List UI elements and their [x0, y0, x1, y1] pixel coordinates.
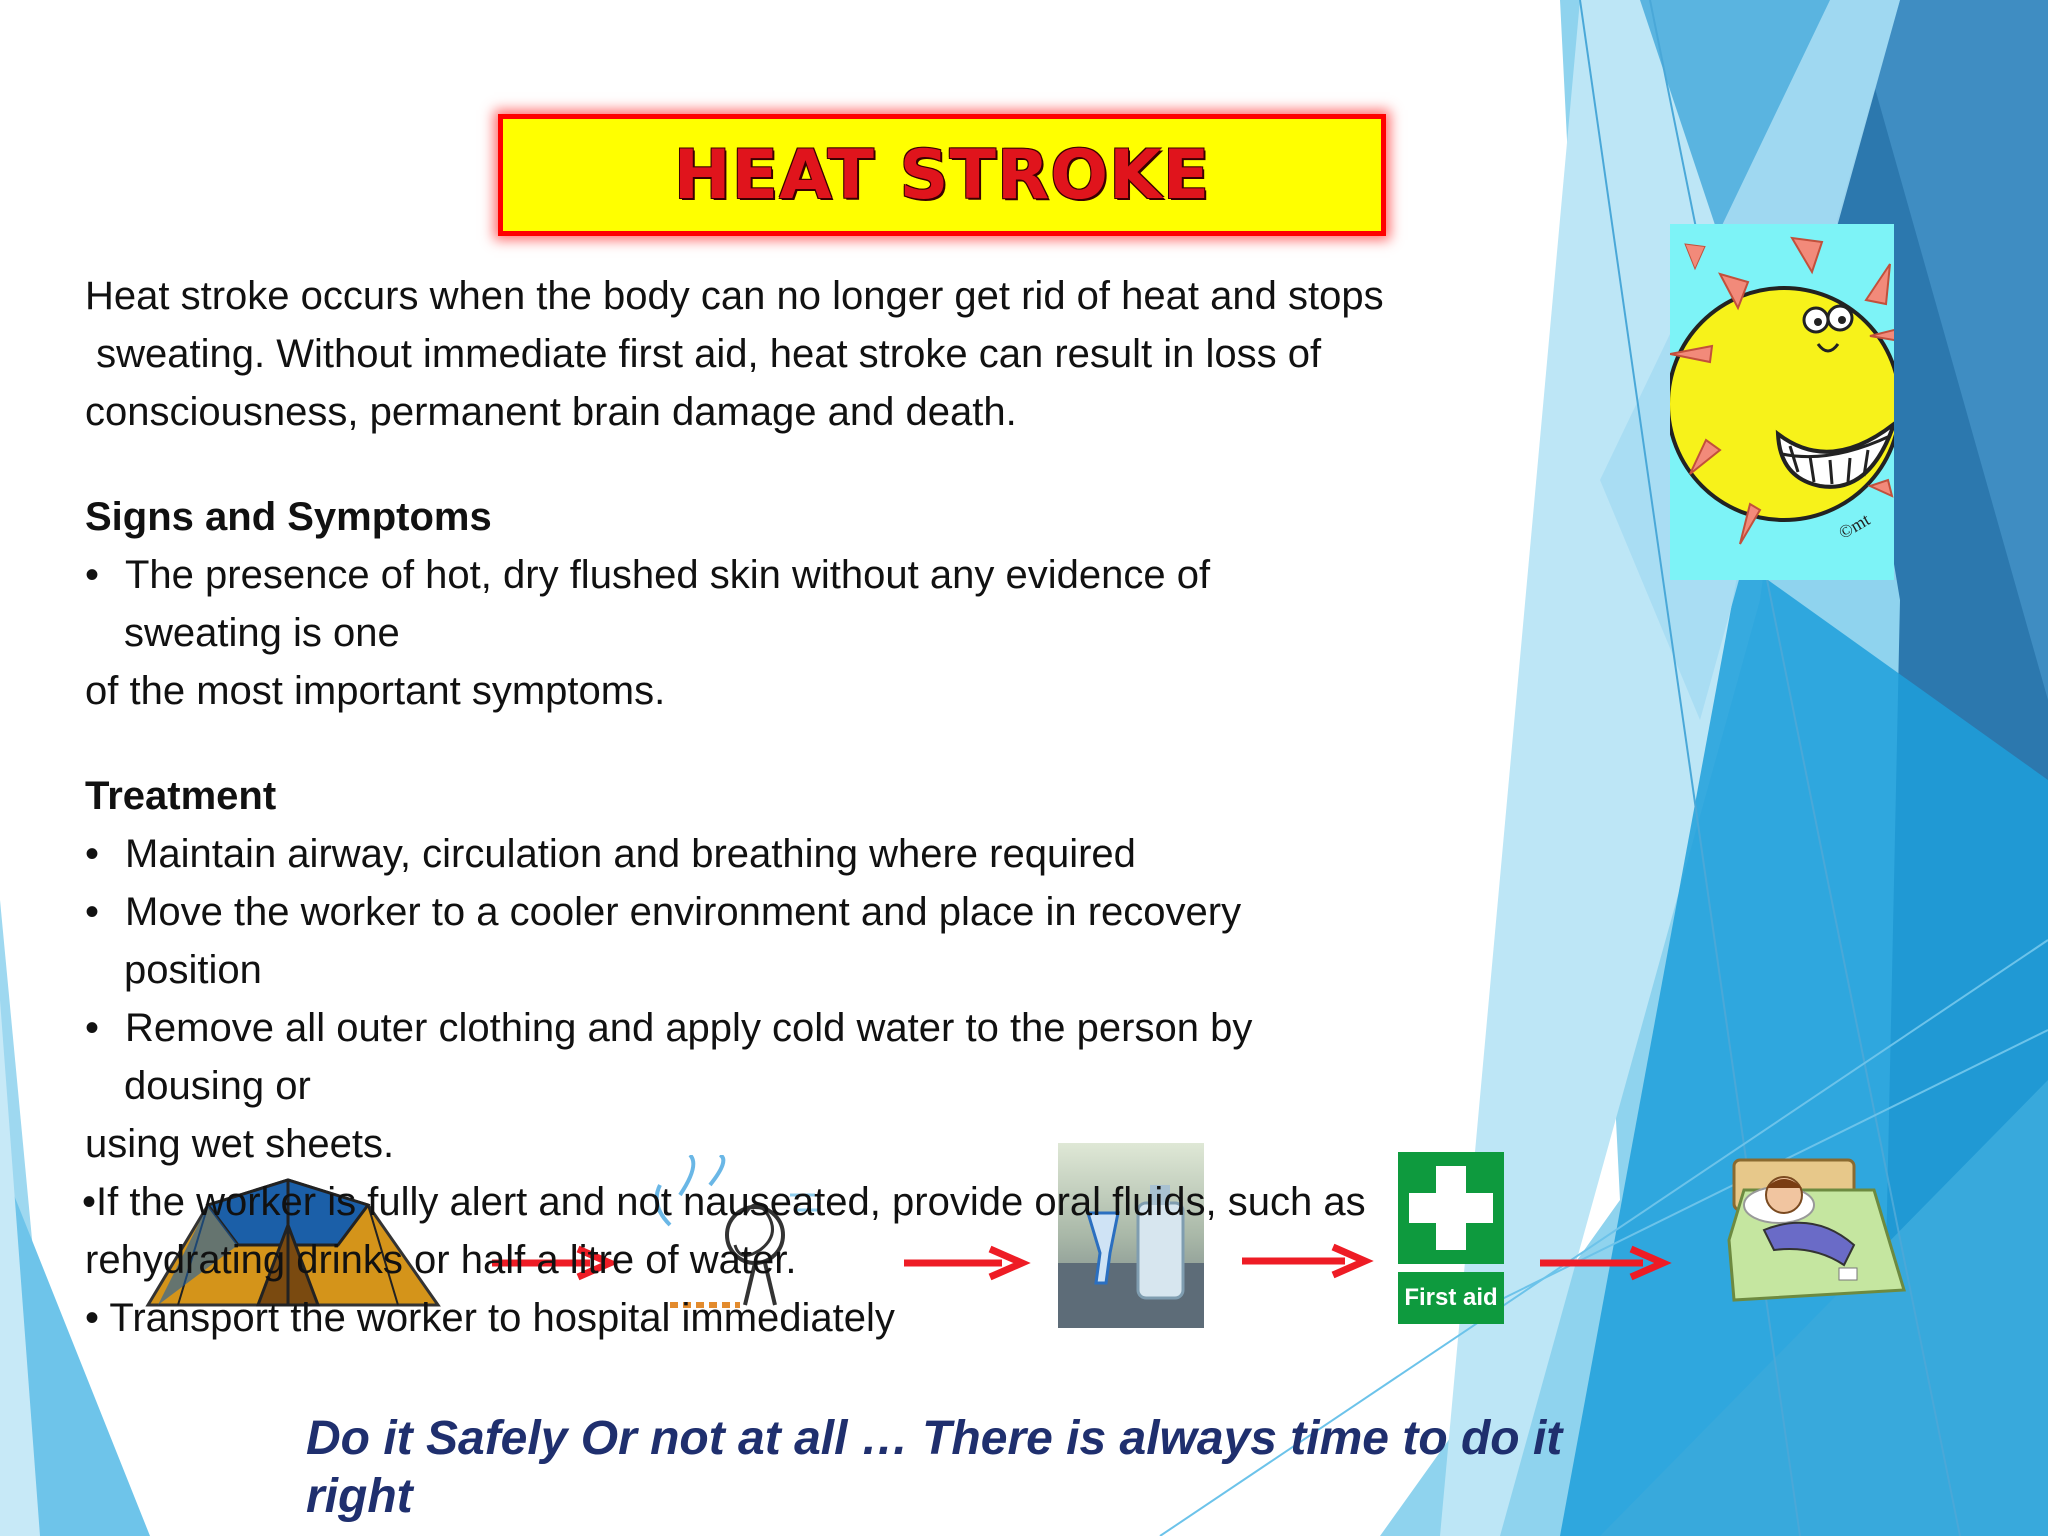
- treatment-item: [85, 825, 1136, 883]
- bullet-dot: •: [85, 553, 100, 597]
- treatment-item-text: If the worker is fully alert and not nauseated, provide oral fluids, such as: [96, 1180, 1366, 1224]
- treatment-item-cont: rehydrating drinks or half a litre of water.: [85, 1238, 797, 1282]
- treatment-item-text: Maintain airway, circulation and breathing where required: [125, 832, 1136, 876]
- treatment-item: [85, 1289, 895, 1347]
- page-title: HEAT STROKE: [673, 135, 1211, 215]
- treatment-item: [82, 1173, 1366, 1231]
- treatment-item: [85, 999, 1252, 1057]
- motto: [306, 1410, 1656, 1526]
- sun-signature: ©mt: [1834, 509, 1874, 543]
- signs-bullet: [85, 546, 1210, 604]
- treatment-item-text: Move the worker to a cooler environment and place in recovery: [125, 890, 1242, 934]
- signs-bullet-cont: sweating is one: [124, 611, 400, 655]
- motto-line-2: right: [306, 1470, 413, 1523]
- intro-line-3: consciousness, permanent brain damage and death.: [85, 390, 1017, 434]
- signs-heading: Signs and Symptoms: [85, 495, 492, 539]
- arrow-right-icon: [1538, 1245, 1673, 1281]
- sun-image: [1670, 224, 1894, 580]
- treatment-item-text: Transport the worker to hospital immediately: [109, 1296, 895, 1340]
- bullet-dot: •: [85, 1296, 100, 1340]
- motto-line-1: Do it Safely Or not at all … There is always time to do it: [306, 1412, 1563, 1465]
- title-banner: [498, 114, 1386, 236]
- signs-bullet-text: The presence of hot, dry flushed skin without any evidence of: [125, 553, 1211, 597]
- treatment-item-cont: dousing or: [124, 1064, 311, 1108]
- intro-line-1: Heat stroke occurs when the body can no longer get rid of heat and stops: [85, 274, 1384, 318]
- water-glass-icon: [1058, 1143, 1204, 1328]
- person-in-bed-icon: [1724, 1150, 1910, 1310]
- treatment-item-cont: using wet sheets.: [85, 1122, 395, 1166]
- treatment-item-cont: position: [124, 948, 262, 992]
- signs-continuation: of the most important symptoms.: [85, 669, 666, 713]
- first-aid-label: First aid: [1398, 1272, 1504, 1324]
- bullet-dot: •: [85, 890, 100, 934]
- treatment-item: [85, 883, 1241, 941]
- bullet-dot: •: [85, 1006, 100, 1050]
- treatment-item-text: Remove all outer clothing and apply cold water to the person by: [125, 1006, 1253, 1050]
- treatment-heading: Treatment: [85, 774, 277, 818]
- intro-line-2: sweating. Without immediate first aid, heat stroke can result in loss of: [85, 332, 1322, 376]
- first-aid-sign-icon: [1398, 1152, 1504, 1320]
- arrow-right-icon: [1240, 1243, 1375, 1279]
- first-aid-cross-icon: [1398, 1152, 1504, 1264]
- bullet-dot: •: [82, 1180, 97, 1224]
- arrow-right-icon: [902, 1245, 1032, 1281]
- bullet-dot: •: [85, 832, 100, 876]
